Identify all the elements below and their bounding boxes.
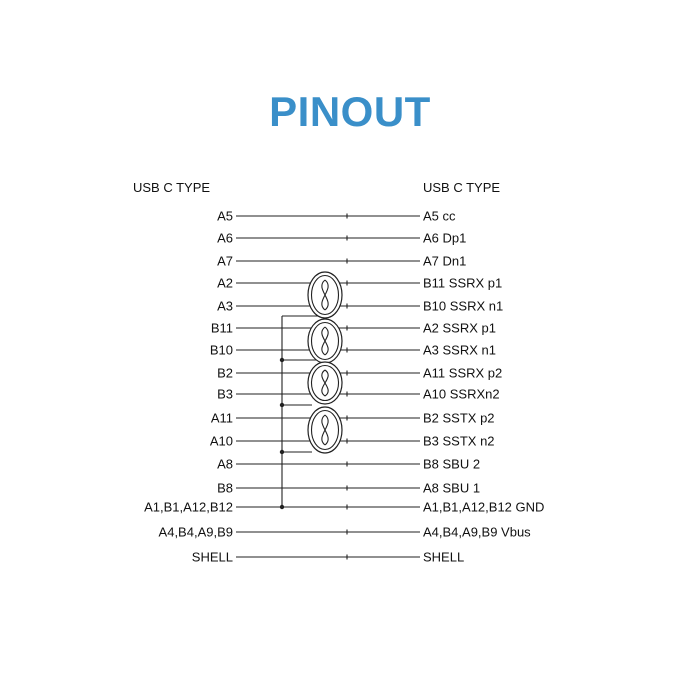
left-pin-label: A10: [209, 433, 233, 449]
right-pin-label: A10 SSRXn2: [423, 386, 500, 402]
pin-row: [217, 254, 466, 269]
right-pin-label: A11 SSRX p2: [423, 365, 503, 381]
pin-rows: [144, 209, 544, 565]
left-connector-header: USB C TYPE: [133, 180, 211, 195]
left-pin-label: SHELL: [191, 549, 233, 565]
left-pin-label: A1,B1,A12,B12: [144, 499, 233, 515]
right-pin-label: A7 Dn1: [423, 253, 467, 269]
pin-row: [217, 457, 480, 472]
pin-row: [192, 550, 464, 565]
left-pin-label: B11: [210, 320, 233, 336]
left-pin-label: A8: [217, 456, 233, 472]
twisted-pairs: [308, 272, 342, 453]
pin-row: [210, 343, 496, 358]
right-pin-label: B8 SBU 2: [423, 456, 481, 472]
right-connector-header: USB C TYPE: [423, 180, 501, 195]
right-pin-label: A8 SBU 1: [423, 480, 481, 496]
pin-row: [217, 387, 500, 402]
right-pin-label: A1,B1,A12,B12 GND: [423, 499, 545, 515]
right-pin-label: A2 SSRX p1: [423, 320, 496, 336]
right-pin-label: B11 SSRX p1: [423, 275, 503, 291]
left-pin-label: A7: [217, 253, 233, 269]
page-title: PINOUT: [269, 88, 431, 135]
pin-row: [217, 231, 466, 246]
twisted-pair-symbol: [308, 272, 342, 318]
right-pin-label: A6 Dp1: [423, 230, 467, 246]
pin-row: [217, 299, 503, 314]
pin-row: [217, 366, 502, 381]
twisted-pair-symbol: [308, 362, 342, 404]
pin-row: [211, 321, 496, 336]
twisted-pair-symbol: [308, 319, 342, 363]
left-pin-label: B8: [217, 480, 233, 496]
twisted-pair-symbol: [308, 407, 342, 453]
left-pin-label: B2: [217, 365, 233, 381]
junction-dot: [280, 505, 284, 509]
left-pin-label: A6: [217, 230, 233, 246]
right-pin-label: SHELL: [423, 549, 465, 565]
left-pin-label: B10: [209, 342, 233, 358]
right-pin-label: A3 SSRX n1: [423, 342, 496, 358]
junction-dot: [280, 450, 284, 454]
left-pin-label: A11: [210, 410, 233, 426]
right-pin-label: B10 SSRX n1: [423, 298, 504, 314]
pin-row: [217, 209, 456, 224]
right-pin-label: B3 SSTX n2: [423, 433, 495, 449]
right-pin-label: A4,B4,A9,B9 Vbus: [423, 524, 531, 540]
pin-row: [210, 434, 495, 449]
pin-row: [217, 276, 502, 291]
pin-row: [144, 500, 544, 515]
left-pin-label: A4,B4,A9,B9: [158, 524, 233, 540]
junction-dot: [280, 403, 284, 407]
left-pin-label: A5: [217, 208, 233, 224]
right-pin-label: A5 cc: [423, 208, 456, 224]
pin-row: [217, 481, 480, 496]
left-pin-label: A3: [217, 298, 233, 314]
pin-row: [159, 525, 532, 540]
junction-dot: [280, 358, 284, 362]
left-pin-label: B3: [217, 386, 233, 402]
pin-row: [211, 411, 495, 426]
right-pin-label: B2 SSTX p2: [423, 410, 495, 426]
left-pin-label: A2: [217, 275, 233, 291]
